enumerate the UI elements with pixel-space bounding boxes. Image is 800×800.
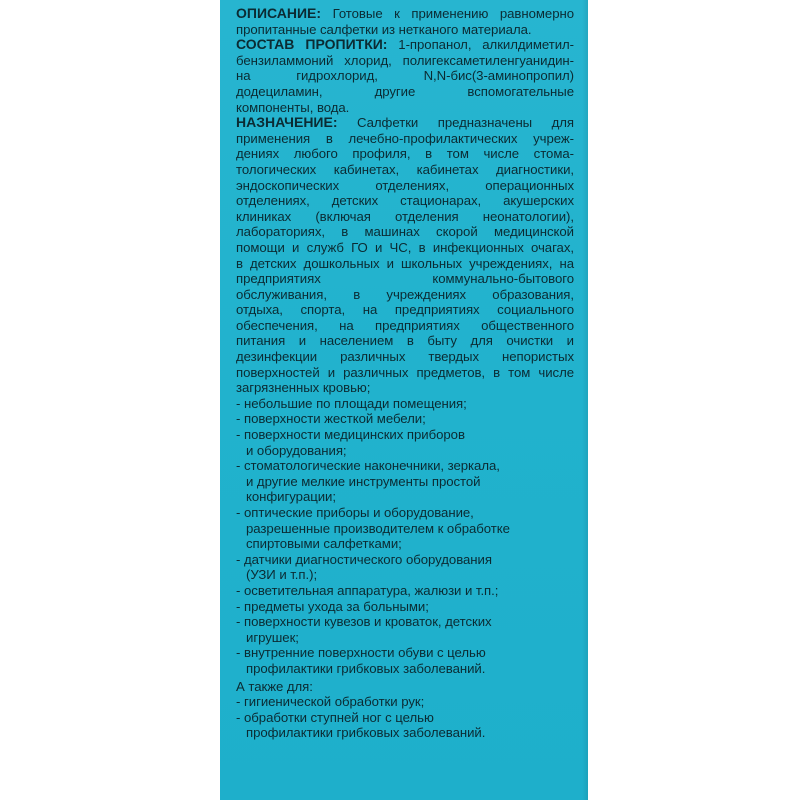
dash-mark: - <box>236 694 241 710</box>
list-item-text: разрешенные производителем к обработке <box>246 520 510 536</box>
dash-mark: - <box>236 614 241 630</box>
dash-mark: - <box>236 505 241 520</box>
list-item-text: профилактики грибковых заболеваний. <box>246 660 486 676</box>
label-text <box>236 6 574 741</box>
list-item-text: гигиенической обработки рук; <box>244 694 425 710</box>
purpose-line: предприятиях коммунально-бытового <box>236 271 574 287</box>
list-item-text: датчики диагностического оборудования <box>244 551 492 567</box>
also-label: А также для: <box>236 678 313 694</box>
purpose-line: в детских дошкольных и школьных учреждениях, на <box>236 255 574 271</box>
list-item <box>236 427 574 458</box>
dash-mark: - <box>236 582 241 598</box>
description-section <box>236 6 574 37</box>
list-item-text: обработки ступней ног с целью <box>244 709 434 725</box>
composition-label: СОСТАВ ПРОПИТКИ: <box>236 36 388 53</box>
description-line: Готовые к применению равномерно <box>321 6 574 21</box>
list-item-text: и оборудования; <box>246 442 347 458</box>
list-item-text: осветительная аппаратура, жалюзи и т.п.; <box>244 582 499 598</box>
dash-mark: - <box>236 551 241 567</box>
purpose-line: помощи и служб ГО и ЧС, в инфекционных очагах, <box>236 239 574 255</box>
list-item-text: спиртовыми салфетками; <box>246 536 402 552</box>
list-item-text: поверхности медицинских приборов <box>244 427 465 443</box>
purpose-line: загрязненных кровью; <box>236 380 371 396</box>
description-label: ОПИСАНИЕ: <box>236 5 322 21</box>
list-item <box>236 583 574 599</box>
also-list <box>236 694 574 741</box>
purpose-line: тологических кабинетах, кабинетах диагностики, <box>236 161 574 177</box>
purpose-line: отделениях, детских стационарах, акушерских <box>236 193 574 209</box>
list-item <box>236 411 574 427</box>
purpose-line: поверхностей и различных предметов, в том числе <box>236 364 574 380</box>
purpose-line: отдыха, спорта, на предприятиях социального <box>236 302 574 318</box>
list-item <box>236 552 574 583</box>
list-item <box>236 458 574 505</box>
list-item-text: небольшие по площади помещения; <box>244 395 467 411</box>
purpose-line: лабораториях, в машинах скорой медицинской <box>236 224 574 240</box>
purpose-line: эндоскопических отделениях, операционных <box>236 177 574 193</box>
dash-mark: - <box>236 411 241 427</box>
list-item-text: конфигурации; <box>246 489 336 505</box>
composition-line: компоненты, вода. <box>236 99 350 115</box>
list-item <box>236 505 574 552</box>
composition-line: бензиламмоний хлорид, полигексаметиленгуанидин- <box>236 52 574 68</box>
dash-mark: - <box>236 709 241 725</box>
list-item <box>236 599 574 615</box>
dash-mark: - <box>236 598 241 614</box>
list-item-text: внутренние поверхности обуви с целью <box>244 645 486 661</box>
purpose-line: дениях любого профиля, в том числе стома- <box>236 146 574 162</box>
purpose-line: дезинфекции различных твердых непористых <box>236 349 574 365</box>
list-item-text: стоматологические наконечники, зеркала, <box>244 458 500 474</box>
purpose-line: клиниках (включая отделения неонатологии), <box>236 208 574 224</box>
purpose-section <box>236 115 574 396</box>
list-item-text: (УЗИ и т.п.); <box>246 567 318 583</box>
purpose-line: обеспечения, на предприятиях общественного <box>236 317 574 333</box>
list-item <box>236 614 574 645</box>
dash-mark: - <box>236 427 241 443</box>
composition-section <box>236 37 574 115</box>
list-item <box>236 694 574 710</box>
list-item-text: игрушек; <box>246 629 299 645</box>
dash-mark: - <box>236 645 241 661</box>
purpose-line: питания и населением в быту для очистки и <box>236 333 574 349</box>
dash-mark: - <box>236 395 241 411</box>
list-item-text: профилактики грибковых заболеваний. <box>246 725 486 741</box>
list-item <box>236 645 574 676</box>
list-item-text: оптические приборы и оборудование, <box>244 505 474 520</box>
list-item-text: поверхности жесткой мебели; <box>244 411 426 427</box>
purpose-label: НАЗНАЧЕНИЕ: <box>236 114 338 131</box>
description-line: пропитанные салфетки из нетканого материала. <box>236 21 532 37</box>
list-item <box>236 710 574 741</box>
composition-line: 1-пропанол, алкилдиметил- <box>387 37 574 53</box>
list-item <box>236 396 574 412</box>
surfaces-list <box>236 396 574 677</box>
list-item-text: и другие мелкие инструменты простой <box>246 473 481 489</box>
list-item-text: поверхности кувезов и кроваток, детских <box>244 614 492 630</box>
purpose-line: Салфетки предназначены для <box>337 115 574 131</box>
purpose-line: применения в лечебно-профилактических учреж- <box>236 130 574 146</box>
dash-mark: - <box>236 458 241 474</box>
purpose-line: обслуживания, в учреждениях образования, <box>236 286 574 302</box>
composition-line: на гидрохлорид, N,N-бис(3-аминопропил) <box>236 68 574 84</box>
composition-line: додециламин, другие вспомогательные <box>236 83 574 99</box>
label-panel <box>220 0 588 800</box>
list-item-text: предметы ухода за больными; <box>244 598 429 614</box>
